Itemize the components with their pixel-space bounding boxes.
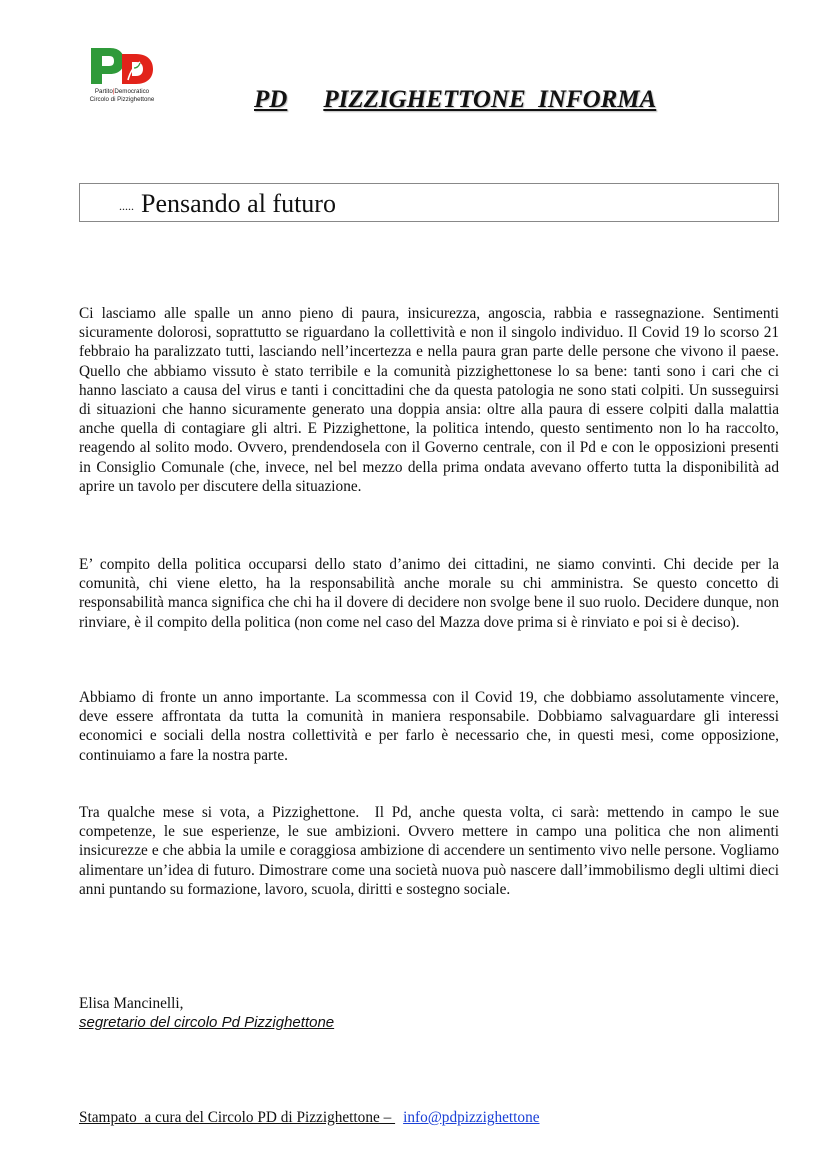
footer (79, 1109, 540, 1127)
masthead-pd: PD (254, 86, 288, 113)
masthead-title: PIZZIGHETTONE INFORMA (323, 86, 657, 113)
paragraph-2 (79, 555, 779, 632)
masthead (254, 86, 656, 114)
paragraph-text: Abbiamo di fronte un anno importante. La scommessa con il Covid 19, che dobbiamo assolutamente vincere, deve essere affrontata da tutta la comunità in maniera responsabile. Dobbiamo salvaguardare gli interessi economici e sociali della nostra collettività e per farlo è necessario che, in questi mesi, come opposizione, continuiamo a fare la nostra parte. (79, 689, 779, 764)
logo-line2: Circolo di Pizzighettone (89, 96, 155, 103)
paragraph-4 (79, 803, 783, 899)
pd-logo: Partito|Democratico Circolo di Pizzighettone (88, 46, 156, 112)
paragraph-3 (79, 688, 779, 765)
logo-line1-right: Democratico (114, 88, 150, 95)
signature-name: Elisa Mancinelli, (79, 995, 184, 1012)
paragraph-text: Ci lasciamo alle spalle un anno pieno di paura, insicurezza, angoscia, rabbia e rassegnazione. Sentimenti sicuramente dolorosi, soprattutto se riguardano la collettività e non il singolo individuo. Il Covid 19 lo scorso 21 febbraio ha paralizzato tutti, lasciando nell’incertezza e nella paura gran parte delle persone che vivono il paese. Quello che abbiamo vissuto è stato terribile e la comunità pizzighettonese lo sa bene: tanti sono i cari che ci hanno lasciato a causa del virus e tanti i concittadini che da questa patologia ne sono stati colpiti. Un susseguirsi di situazioni che hanno sicuramente generato una doppia ansia: oltre alla paura di essere colpiti dalla malattia anche quella di contagiare gli altri. E Pizzighettone, la politica intendo, questo sentimento non lo ha raccolto, reagendo al solito modo. Ovvero, prendendosela con il Governo centrale, con il Pd e con le opposizioni presenti in Consiglio Comunale (che, invece, nel bel mezzo della prima ondata avevano offerto tutta la disponibilità ad aprire un tavolo per discutere della situazione. (79, 305, 779, 495)
paragraph-1 (79, 304, 779, 496)
paragraph-text: Tra qualche mese si vota, a Pizzighettone. Il Pd, anche questa volta, ci sarà: mettendo in campo le sue competenze, le sue esperienze, le sue ambizioni. Ovvero mettere in campo una politica che non alimenti insicurezze e che abbia la umile e coraggiosa ambizione di accendere un sentimento vivo nelle persone. Vogliamo alimentare un’idea di futuro. Dimostrare come una società nuova può nascere dall’immobilismo degli ultimi dieci anni puntando su formazione, lavoro, scuola, diritti e sostegno sociale. (79, 804, 783, 898)
title-dots: ..... (119, 199, 134, 213)
logo-line1-left: Partito (94, 88, 113, 95)
title-box (79, 183, 779, 222)
paragraph-text: E’ compito della politica occuparsi dello stato d’animo dei cittadini, ne siamo convinti. Chi decide per la comunità, chi viene eletto, ha la responsabilità anche morale su chi amministra. Se questo concetto di responsabilità manca significa che chi ha il dovere di decidere non svolge bene il suo ruolo. Decidere dunque, non rinviare, è il compito della politica (non come nel caso del Mazza dove prima si è rinviato e poi si è deciso). (79, 556, 779, 631)
signature-role: segretario del circolo Pd Pizzighettone (79, 1014, 335, 1031)
pd-logo-icon (88, 46, 156, 88)
signature (79, 994, 334, 1032)
article-title: Pensando al futuro (141, 189, 336, 218)
footer-email-link[interactable]: info@pdpizzighettone (403, 1109, 540, 1126)
footer-credit: Stampato a cura del Circolo PD di Pizzighettone – (79, 1109, 396, 1126)
